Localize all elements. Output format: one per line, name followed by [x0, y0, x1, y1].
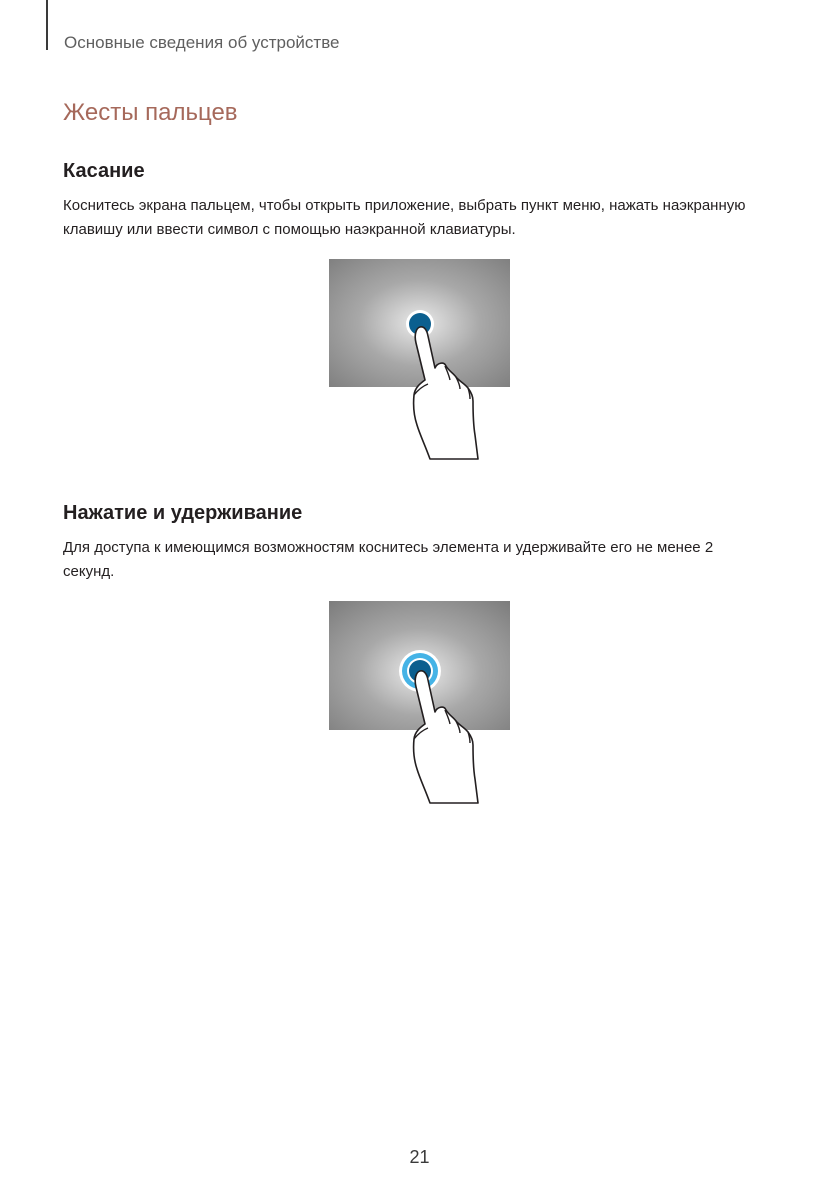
page-title: Жесты пальцев [63, 99, 238, 126]
tap-gesture-illustration [329, 259, 511, 461]
page-number: 21 [409, 1147, 430, 1167]
section-heading-tap-and-hold: Нажатие и удерживание [63, 502, 303, 524]
section-heading-tap: Касание [63, 160, 145, 182]
header-rule [46, 0, 48, 50]
section-text-tap: Коснитесь экрана пальцем, чтобы открыть приложение, выбрать пункт меню, нажать наэкранную клавишу или ввести символ с помощью наэкранной клавиатуры. [63, 197, 746, 238]
running-header: Основные сведения об устройстве [64, 33, 340, 52]
section-text-tap-and-hold: Для доступа к имеющимся возможностям коснитесь элемента и удерживайте его не менее 2 секунд. [63, 539, 714, 580]
tap-and-hold-gesture-illustration [329, 601, 511, 804]
